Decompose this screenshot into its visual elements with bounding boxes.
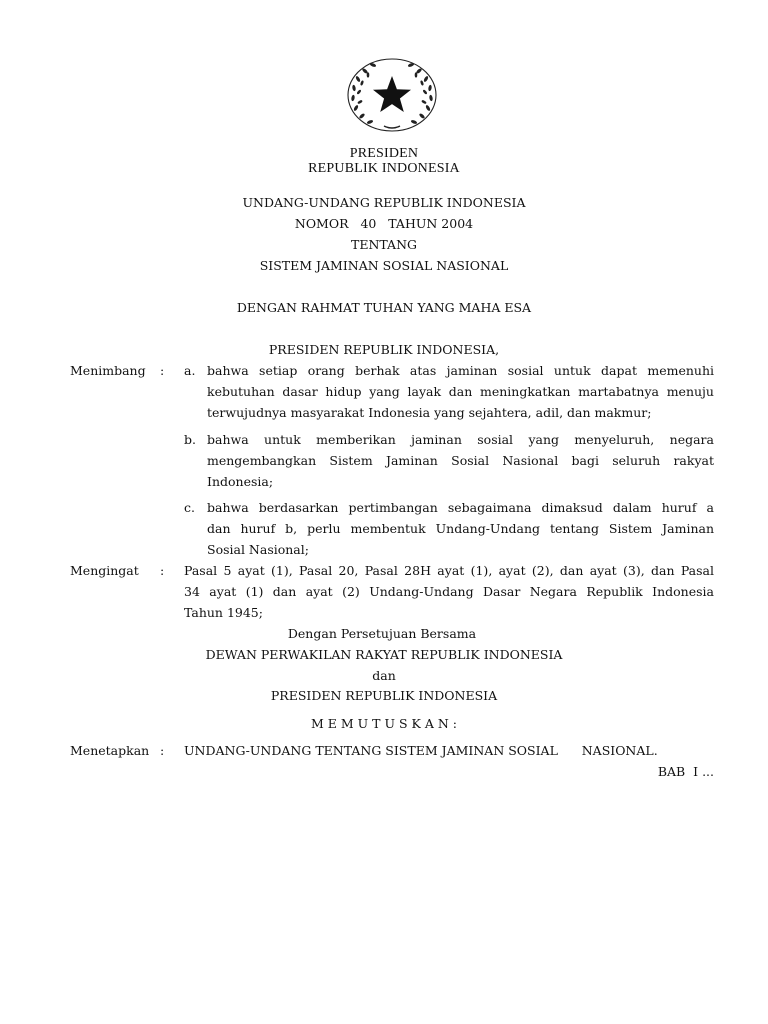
item-b-line-2: mengembangkan Sistem Jaminan Sosial Nasional bagi seluruh rakyat <box>207 453 714 468</box>
dan-line: dan <box>372 668 396 683</box>
item-c-line-1: bahwa berdasarkan pertimbangan sebagaimana dimaksud dalam huruf a <box>207 500 714 515</box>
item-a-line-1: bahwa setiap orang berhak atas jaminan sosial untuk dapat memenuhi <box>207 363 714 378</box>
law-subject: SISTEM JAMINAN SOSIAL NASIONAL <box>259 258 509 273</box>
menetapkan-colon: : <box>160 743 165 758</box>
item-b-line-3: Indonesia; <box>207 474 274 489</box>
item-c-line-3: Sosial Nasional; <box>207 542 309 557</box>
law-title: UNDANG-UNDANG REPUBLIK INDONESIA <box>242 195 526 210</box>
law-about: TENTANG <box>350 237 417 252</box>
header-republic: REPUBLIK INDONESIA <box>308 161 460 176</box>
mengingat-line-2: 34 ayat (1) dan ayat (2) Undang-Undang Dasar Negara Republik Indonesia <box>184 584 714 599</box>
president-line: PRESIDEN REPUBLIK INDONESIA, <box>268 342 500 357</box>
item-a-marker: a. <box>184 363 196 378</box>
persetujuan-line: Dengan Persetujuan Bersama <box>287 626 477 641</box>
item-c-marker: c. <box>184 500 195 515</box>
menimbang-colon: : <box>160 363 165 378</box>
menetapkan-label: Menetapkan <box>70 743 150 758</box>
item-a-line-2: kebutuhan dasar hidup yang layak dan meningkatkan martabatnya menuju <box>207 384 714 399</box>
mengingat-line-3: Tahun 1945; <box>184 605 263 620</box>
dpr-line: DEWAN PERWAKILAN RAKYAT REPUBLIK INDONESIA <box>205 647 563 662</box>
header-president: PRESIDEN <box>349 146 419 161</box>
blessing-line: DENGAN RAHMAT TUHAN YANG MAHA ESA <box>236 300 532 315</box>
item-b-line-1: bahwa untuk memberikan jaminan sosial yang menyeluruh, negara <box>207 432 714 447</box>
memutuskan-line: M E M U T U S K A N : <box>311 716 457 731</box>
menimbang-label: Menimbang <box>70 363 146 378</box>
item-b-marker: b. <box>184 432 196 447</box>
mengingat-label: Mengingat <box>70 563 139 578</box>
menetapkan-text: UNDANG-UNDANG TENTANG SISTEM JAMINAN SOSIAL NASIONAL. <box>184 743 658 758</box>
next-page-indicator: BAB I ... <box>657 764 714 779</box>
state-emblem-icon <box>344 56 440 134</box>
mengingat-line-1: Pasal 5 ayat (1), Pasal 20, Pasal 28H ayat (1), ayat (2), dan ayat (3), dan Pasal <box>184 563 714 578</box>
item-a-line-3: terwujudnya masyarakat Indonesia yang sejahtera, adil, dan makmur; <box>207 405 652 420</box>
presiden-line: PRESIDEN REPUBLIK INDONESIA <box>270 688 498 703</box>
law-number: NOMOR 40 TAHUN 2004 <box>294 216 474 231</box>
mengingat-colon: : <box>160 563 165 578</box>
item-c-line-2: dan huruf b, perlu membentuk Undang-Undang tentang Sistem Jaminan <box>207 521 714 536</box>
